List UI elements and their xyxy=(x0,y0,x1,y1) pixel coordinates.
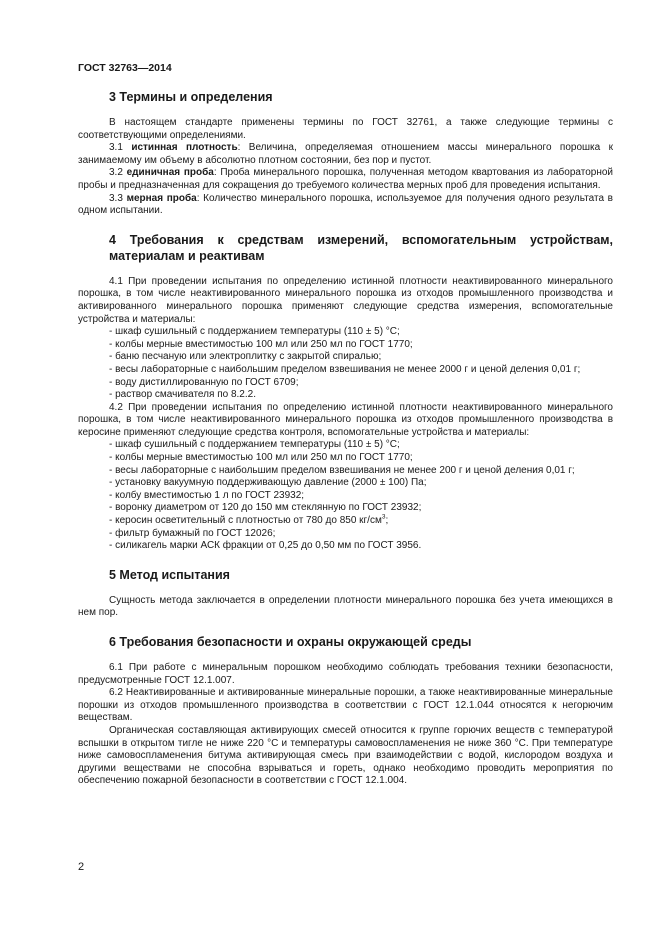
paragraph-5: Сущность метода заключается в определении плотности минерального порошка без учета имеющихся в нем пор. xyxy=(78,594,613,619)
list-item: - весы лабораторные с наибольшим пределом взвешивания не менее 200 г и ценой деления 0,01 г; xyxy=(109,464,575,476)
list-item: - установку вакуумную поддерживающую давление (2000 ± 100) Па; xyxy=(109,477,427,489)
section-4-title: 4 Требования к средствам измерений, вспомогательным устройствам, материалам и реактивам xyxy=(109,232,613,263)
list-item: - шкаф сушильный с поддержанием температуры (110 ± 5) °С; xyxy=(109,439,400,451)
section-4 xyxy=(78,232,613,553)
kerosene-end: ; xyxy=(385,515,389,527)
list-item: - воду дистиллированную по ГОСТ 6709; xyxy=(109,376,299,388)
kerosene-text: - керосин осветительный с плотностью от 780 до 850 кг/см xyxy=(109,515,382,527)
list-item: - фильтр бумажный по ГОСТ 12026; xyxy=(109,527,276,539)
list-item: - весы лабораторные с наибольшим пределом взвешивания не менее 2000 г и ценой деления 0,01 г; xyxy=(109,363,581,375)
section-3-intro: В настоящем стандарте применены термины по ГОСТ 32761, а также следующие термины с соответствующими определениями. xyxy=(78,117,613,141)
list-item: - силикагель марки АСК фракции от 0,25 до 0,50 мм по ГОСТ 3956. xyxy=(109,540,422,552)
term-3-3 xyxy=(78,193,613,218)
term-number: 3.1 xyxy=(109,142,132,154)
page-number: 2 xyxy=(78,861,85,873)
term-name: мерная проба xyxy=(126,192,197,204)
section-5 xyxy=(78,567,613,620)
paragraph-6-2: 6.2 Неактивированные и активированные минеральные порошки, а также неактивированные минеральные порошки из отходов промышленного производства в соответствии с ГОСТ 12.1.044 относятся к негорючим веществам. xyxy=(78,687,613,724)
paragraph-6-1: 6.1 При работе с минеральным порошком необходимо соблюдать требования техники безопасности, предусмотренные ГОСТ 12.1.007. xyxy=(78,662,613,686)
term-3-2 xyxy=(78,167,613,192)
section-6 xyxy=(78,634,613,788)
section-3-title: 3 Термины и определения xyxy=(109,90,273,104)
list-item: - колбы мерные вместимостью 100 мл или 250 мл по ГОСТ 1770; xyxy=(109,338,413,350)
term-number: 3.2 xyxy=(109,167,127,179)
term-name: единичная проба xyxy=(126,167,214,179)
list-item: - раствор смачивателя по 8.2.2. xyxy=(109,389,256,401)
term-number: 3.3 xyxy=(109,192,127,204)
paragraph-4-2: 4.2 При проведении испытания по определению истинной плотности неактивированного минерального порошка, в том числе неактивированного минерального порошка из отходов промышленного производства в керосине применяют следующие средства контроля, вспомогательные устройства и материалы: xyxy=(78,401,613,438)
term-definition: : Проба минерального порошка, полученная методом квартования из лабораторной пробы и предназначенная для сокращения до требуемого количества мерных проб для проведения испытания. xyxy=(78,167,613,191)
list-item: - колбы мерные вместимостью 100 мл или 250 мл по ГОСТ 1770; xyxy=(109,452,413,464)
term-3-1 xyxy=(78,142,613,167)
paragraph-4-1: 4.1 При проведении испытания по определению истинной плотности неактивированного минерального порошка, в том числе неактивированного минерального порошка из отходов промышленного производства и активированного минерального порошка применяют следующие средства измерения, вспомогательные устройства и материалы: xyxy=(78,275,613,325)
list-item: - воронку диаметром от 120 до 150 мм стеклянную по ГОСТ 23932; xyxy=(109,502,422,514)
section-5-title: 5 Метод испытания xyxy=(109,567,230,582)
term-definition: : Количество минерального порошка, используемое для получения одного результата в одном испытании. xyxy=(78,192,613,217)
superscript: 3 xyxy=(381,513,386,521)
list-item: - шкаф сушильный с поддержанием температуры (110 ± 5) °С; xyxy=(109,326,400,338)
document-header: ГОСТ 32763—2014 xyxy=(78,62,172,74)
term-name: истинная плотность xyxy=(131,142,238,154)
list-item: - баню песчаную или электроплитку с закрытой спиралью; xyxy=(109,351,382,363)
term-definition: : Величина, определяемая отношением массы минерального порошка к занимаемому им объему в абсолютно плотном состоянии, без пор и пустот. xyxy=(78,142,613,166)
section-6-title: 6 Требования безопасности и охраны окружающей среды xyxy=(109,635,472,649)
paragraph-6-3: Органическая составляющая активирующих смесей относится к группе горючих веществ с температурой вспышки в открытом тигле не ниже 220 °С и температуры самовоспламенения не ниже 360 °С. При температуре ниже самовоспламенения битума активирующая смесь при взаимодействии с водой, кислородом воздуха и другими веществами не способна взрываться и гореть, однако необходимо проводить мероприятия по обеспечению пожарной безопасности в соответствии с ГОСТ 12.1.004. xyxy=(78,724,613,787)
list-item: - колбу вместимостью 1 л по ГОСТ 23932; xyxy=(109,489,305,501)
list-item-kerosene xyxy=(78,515,613,528)
section-3 xyxy=(78,89,613,218)
